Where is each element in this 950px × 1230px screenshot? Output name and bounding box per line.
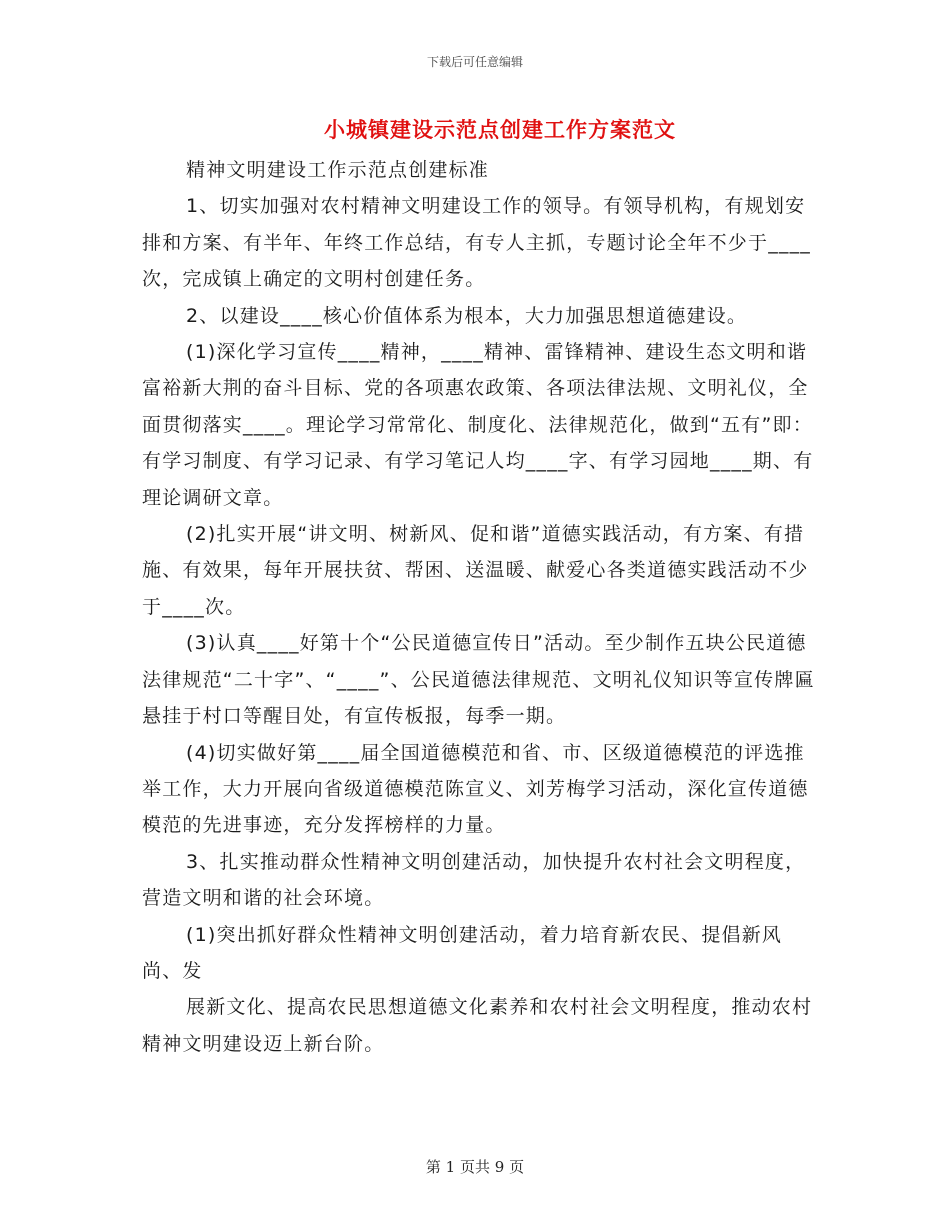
paragraph-item-2-4: (4)切实做好第____届全国道德模范和省、市、区级道德模范的评选推举工作，大力开展向省级道德模范陈宣义、刘芳梅学习活动，深化宣传道德模范的先进事迹，充分发挥榜样的力量。 (142, 741, 809, 837)
page-footer: 第 1 页共 9 页 (425, 1158, 525, 1176)
paragraph-item-2-1: (1)深化学习宣传____精神，____精神、雷锋精神、建设生态文明和谐富裕新大荆的奋斗目标、党的各项惠农政策、各项法律法规、文明礼仪，全面贯彻落实____。理论学习常常化、制度化、法律规范化，做到“五有”即：有学习制度、有学习记录、有学习笔记人均____字、有学习园地____期、有理论调研文章。 (142, 341, 814, 509)
paragraph-item-3: 3、扎实推动群众性精神文明创建活动，加快提升农村社会文明程度，营造文明和谐的社会环境。 (142, 850, 806, 910)
paragraph-item-3-1: (1)突出抓好群众性精神文明创建活动，着力培育新农民、提倡新风尚、发 (142, 923, 783, 982)
header-note: 下载后可任意编辑 (426, 55, 523, 69)
paragraph-item-3-1-cont: 展新文化、提高农民思想道德文化素养和农村社会文明程度，推动农村精神文明建设迈上新台阶。 (142, 996, 813, 1055)
paragraph-item-2: 2、以建设____核心价值体系为根本，大力加强思想道德建设。 (186, 304, 748, 327)
paragraph-item-2-3: (3)认真____好第十个“公民道德宣传日”活动。至少制作五块公民道德法律规范“二十字”、“____”、公民道德法律规范、文明礼仪知识等宣传牌匾悬挂于村口等醒目处，有宣传板报，每季一期。 (142, 632, 815, 728)
paragraph-item-2-2: (2)扎实开展“讲文明、树新风、促和谐”道德实践活动，有方案、有措施、有效果，每年开展扶贫、帮困、送温暖、献爱心各类道德实践活动不少于____次。 (142, 523, 809, 618)
paragraph-item-1: 1、切实加强对农村精神文明建设工作的领导。有领导机构，有规划安排和方案、有半年、年终工作总结，有专人主抓，专题讨论全年不少于____次，完成镇上确定的文明村创建任务。 (142, 195, 812, 291)
document-title: 小城镇建设示范点创建工作方案范文 (324, 118, 676, 142)
paragraph-subtitle: 精神文明建设工作示范点创建标准 (186, 159, 490, 181)
document-body (142, 152, 822, 1062)
